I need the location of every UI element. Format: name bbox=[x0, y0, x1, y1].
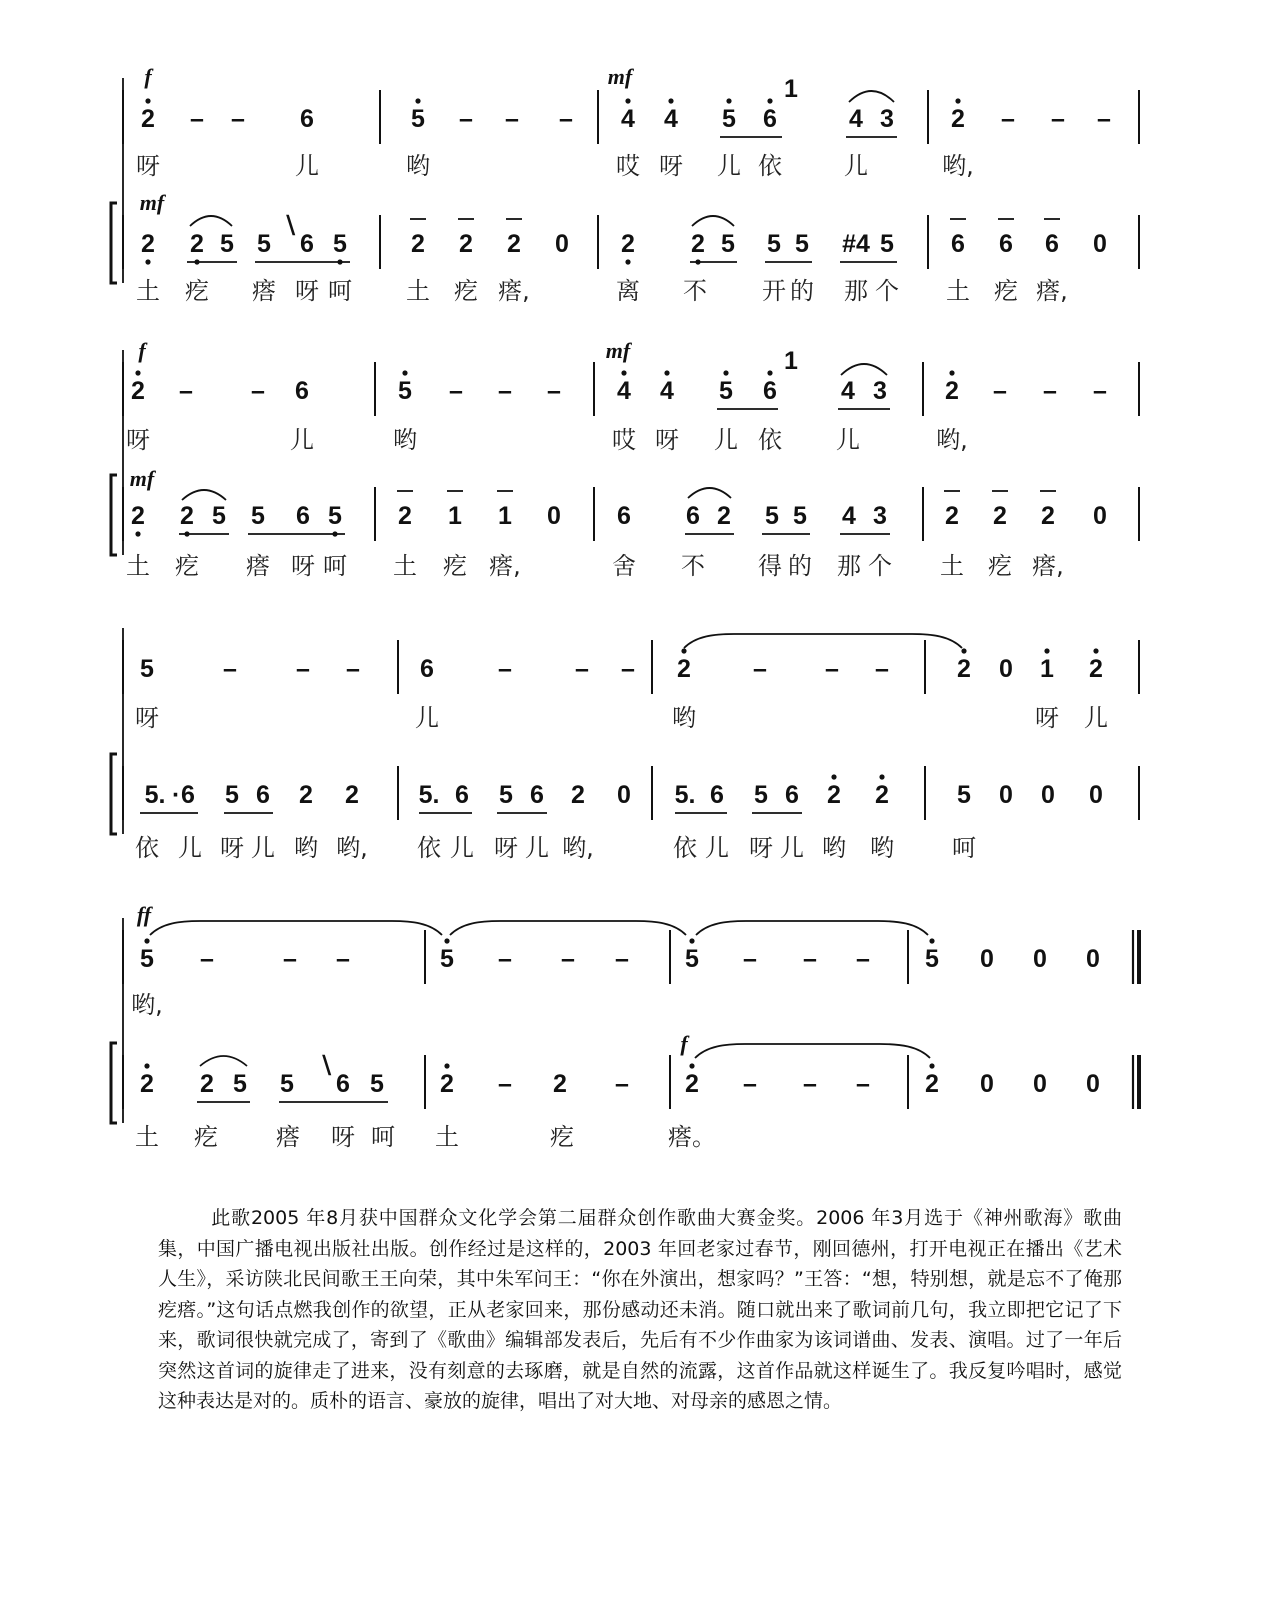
lyric-syllable: 呵 bbox=[371, 1123, 395, 1151]
lyric-syllable: 哟 bbox=[294, 834, 318, 862]
lyric-syllable: 疙 bbox=[443, 552, 467, 580]
lyric-syllable: 儿 bbox=[251, 834, 275, 862]
note: 2 bbox=[299, 781, 313, 809]
note: 5 bbox=[140, 945, 154, 973]
breath-mark: ∖ bbox=[318, 1052, 336, 1080]
note: 6 bbox=[256, 781, 270, 809]
lyric-syllable: 哟 bbox=[870, 834, 894, 862]
lyric-syllable: 离 bbox=[616, 277, 640, 305]
note: 5 bbox=[440, 945, 454, 973]
note: 5 bbox=[721, 230, 735, 258]
dash-mark: – bbox=[825, 655, 839, 683]
lyric-syllable: 那 bbox=[837, 552, 861, 580]
note: 2 bbox=[957, 655, 971, 683]
high-octave-dot bbox=[402, 370, 407, 375]
dynamic-marking: mf bbox=[129, 466, 155, 491]
note: 2 bbox=[131, 502, 145, 530]
note: 5 bbox=[220, 230, 234, 258]
lyric-syllable: 呀 bbox=[136, 152, 160, 180]
lyric-syllable: 瘩, bbox=[498, 277, 530, 305]
lyric-syllable: 得 bbox=[758, 552, 782, 580]
high-octave-dot bbox=[1093, 648, 1098, 653]
lyric-syllable: 哟 bbox=[822, 834, 846, 862]
note: 5 bbox=[328, 502, 342, 530]
note: 0 bbox=[1089, 781, 1103, 809]
lyric-syllable: 瘩 bbox=[246, 552, 270, 580]
tie bbox=[450, 921, 686, 935]
lyric-syllable: 疙 bbox=[454, 277, 478, 305]
note: 1 bbox=[448, 502, 462, 530]
lyric-syllable: 疙 bbox=[550, 1123, 574, 1151]
note: 0 bbox=[1093, 230, 1107, 258]
note: 4 bbox=[841, 377, 855, 405]
lyric-syllable: 呵 bbox=[328, 277, 352, 305]
note: 0 bbox=[547, 502, 561, 530]
dash-mark: – bbox=[615, 945, 629, 973]
dynamic-marking: f bbox=[138, 338, 146, 363]
note: 5 bbox=[719, 377, 733, 405]
dash-mark: – bbox=[1093, 377, 1107, 405]
lyric-syllable: 疙 bbox=[194, 1123, 218, 1151]
breath-mark: ∖ bbox=[282, 212, 300, 240]
lyric-syllable: 儿 bbox=[844, 152, 868, 180]
dash-mark: – bbox=[223, 655, 237, 683]
composer-note: 此歌2005 年8月获中国群众文化学会第二届群众创作歌曲大赛金奖。2006 年3月选于《神州歌海》歌曲集，中国广播电视出版社出版。创作经过是这样的，2003 年回老家过春节，刚回德州，打开电视正在播出《艺术人生》，采访陕北民间歌王王向荣，其中朱军问王：“你在外演出，想家吗？”王答：“想，特别想，就是忘不了俺那疙瘩。”这句话点燃我创作的欲望，正从老家回来，那份感动还未消。随口就出来了歌词前几句，我立即把它记了下来，歌词很快就完成了，寄到了《歌曲》编辑部发表后，先后有不少作曲家为该词谱曲、发表、演唱。过了一年后突然这首词的旋律走了进来，没有刻意的去琢磨，就是自然的流露，这首作品就这样诞生了。我反复吟唱时，感觉这种表达是对的。质朴的语言、豪放的旋律，唱出了对大地、对母亲的感恩之情。 bbox=[158, 1207, 1122, 1412]
note: 2 bbox=[875, 781, 889, 809]
lyric-syllable: 依 bbox=[758, 426, 782, 454]
note: 5 bbox=[212, 502, 226, 530]
note: 5. bbox=[674, 781, 696, 809]
lyric-syllable: 疙 bbox=[175, 552, 199, 580]
note: 5 bbox=[398, 377, 412, 405]
note: 2 bbox=[398, 502, 412, 530]
note: 1 bbox=[1040, 655, 1054, 683]
note: 5 bbox=[257, 230, 271, 258]
lyric-syllable: 呀 bbox=[749, 834, 773, 862]
tie bbox=[696, 921, 928, 935]
lyric-syllable: 不 bbox=[681, 552, 705, 580]
high-octave-dot bbox=[723, 370, 728, 375]
note: 4 bbox=[664, 105, 678, 133]
slur bbox=[688, 488, 731, 498]
lyric-syllable: 个 bbox=[875, 277, 899, 305]
note: 0 bbox=[1086, 1070, 1100, 1098]
note: 2 bbox=[190, 230, 204, 258]
dash-mark: – bbox=[1001, 105, 1015, 133]
note: #4 bbox=[842, 230, 870, 258]
lyric-syllable: 瘩, bbox=[1032, 552, 1064, 580]
note: 3 bbox=[873, 502, 887, 530]
high-octave-dot bbox=[929, 938, 934, 943]
note: 1 bbox=[784, 347, 798, 375]
note: 0 bbox=[980, 1070, 994, 1098]
note: 6 bbox=[296, 502, 310, 530]
high-octave-dot bbox=[145, 98, 150, 103]
lyric-syllable: 疙 bbox=[994, 277, 1018, 305]
note: 5 bbox=[795, 230, 809, 258]
score-layer bbox=[111, 64, 1139, 1151]
note: 2 bbox=[131, 377, 145, 405]
lyric-syllable: 儿 bbox=[717, 152, 741, 180]
tie bbox=[695, 1044, 930, 1058]
slur bbox=[849, 91, 894, 102]
slur bbox=[200, 1056, 247, 1066]
high-octave-dot bbox=[955, 98, 960, 103]
low-octave-dot bbox=[135, 531, 140, 536]
lyric-syllable: 呀 bbox=[220, 834, 244, 862]
note: 5. bbox=[144, 781, 166, 809]
note: 4 bbox=[617, 377, 631, 405]
high-octave-dot bbox=[767, 370, 772, 375]
note: 0 bbox=[999, 655, 1013, 683]
lyric-syllable: 不 bbox=[683, 277, 707, 305]
note: 5 bbox=[765, 502, 779, 530]
note: 2 bbox=[507, 230, 521, 258]
lyric-syllable: 瘩。 bbox=[668, 1123, 716, 1151]
lyric-syllable: 哟, bbox=[336, 834, 368, 862]
lyric-syllable: 开 bbox=[762, 277, 786, 305]
high-octave-dot bbox=[668, 98, 673, 103]
note: 5 bbox=[280, 1070, 294, 1098]
note: 5 bbox=[880, 230, 894, 258]
high-octave-dot bbox=[681, 648, 686, 653]
note: 2 bbox=[345, 781, 359, 809]
dash-mark: – bbox=[1097, 105, 1111, 133]
lyric-syllable: 疙 bbox=[185, 277, 209, 305]
slur bbox=[841, 364, 887, 375]
tie bbox=[684, 634, 962, 648]
lyric-syllable: 呀 bbox=[655, 426, 679, 454]
lyric-syllable: 土 bbox=[940, 552, 964, 580]
dash-mark: – bbox=[575, 655, 589, 683]
lyric-syllable: 那 bbox=[844, 277, 868, 305]
dash-mark: – bbox=[498, 945, 512, 973]
lyric-syllable: 土 bbox=[435, 1123, 459, 1151]
lyric-syllable: 儿 bbox=[1084, 704, 1108, 732]
note: 5 bbox=[499, 781, 513, 809]
note: 2 bbox=[440, 1070, 454, 1098]
dash-mark: – bbox=[251, 377, 265, 405]
lyric-syllable: 呵 bbox=[323, 552, 347, 580]
lyric-syllable: 呀 bbox=[126, 426, 150, 454]
note: 5 bbox=[793, 502, 807, 530]
lyric-syllable: 哟, bbox=[131, 991, 163, 1019]
lyric-syllable: 依 bbox=[758, 152, 782, 180]
note: 2 bbox=[459, 230, 473, 258]
dash-mark: – bbox=[856, 945, 870, 973]
low-octave-dot bbox=[625, 259, 630, 264]
lyric-syllable: 土 bbox=[136, 277, 160, 305]
high-octave-dot bbox=[444, 938, 449, 943]
lyric-syllable: 儿 bbox=[714, 426, 738, 454]
high-octave-dot bbox=[689, 1063, 694, 1068]
dash-mark: – bbox=[743, 945, 757, 973]
dash-mark: – bbox=[856, 1070, 870, 1098]
staff-bracket bbox=[111, 203, 117, 283]
note: 6 bbox=[295, 377, 309, 405]
note: 2 bbox=[141, 105, 155, 133]
lyric-syllable: 的 bbox=[788, 552, 812, 580]
note: 5. bbox=[418, 781, 440, 809]
dynamic-marking: mf bbox=[607, 64, 633, 89]
lyric-syllable: 儿 bbox=[290, 426, 314, 454]
staff-bracket bbox=[111, 754, 117, 834]
lyric-syllable: 依 bbox=[673, 834, 697, 862]
dash-mark: – bbox=[346, 655, 360, 683]
lyric-syllable: 呀 bbox=[331, 1123, 355, 1151]
dash-mark: – bbox=[753, 655, 767, 683]
note: 3 bbox=[880, 105, 894, 133]
lyric-syllable: 哟 bbox=[393, 426, 417, 454]
note: 4 bbox=[660, 377, 674, 405]
note: 6 bbox=[763, 105, 777, 133]
high-octave-dot bbox=[1044, 648, 1049, 653]
dash-mark: – bbox=[559, 105, 573, 133]
dynamic-marking: f bbox=[680, 1031, 688, 1056]
lyric-syllable: 哟 bbox=[672, 704, 696, 732]
note: 0 bbox=[1033, 1070, 1047, 1098]
dash-mark: – bbox=[283, 945, 297, 973]
note: 2 bbox=[827, 781, 841, 809]
lyric-syllable: 土 bbox=[393, 552, 417, 580]
high-octave-dot bbox=[664, 370, 669, 375]
high-octave-dot bbox=[144, 1063, 149, 1068]
note: 2 bbox=[180, 502, 194, 530]
note: 3 bbox=[873, 377, 887, 405]
dash-mark: – bbox=[498, 377, 512, 405]
staff-bracket bbox=[111, 1043, 117, 1123]
note: 0 bbox=[1033, 945, 1047, 973]
dash-mark: – bbox=[561, 945, 575, 973]
note: 2 bbox=[945, 377, 959, 405]
high-octave-dot bbox=[949, 370, 954, 375]
dash-mark: – bbox=[449, 377, 463, 405]
note: 2 bbox=[925, 1070, 939, 1098]
note: 5 bbox=[233, 1070, 247, 1098]
low-octave-dot bbox=[145, 259, 150, 264]
high-octave-dot bbox=[689, 938, 694, 943]
dot-mark: · bbox=[172, 781, 181, 809]
note: 1 bbox=[498, 502, 512, 530]
high-octave-dot bbox=[144, 938, 149, 943]
high-octave-dot bbox=[415, 98, 420, 103]
lyric-syllable: 儿 bbox=[178, 834, 202, 862]
dash-mark: – bbox=[803, 1070, 817, 1098]
note: 2 bbox=[685, 1070, 699, 1098]
note: 2 bbox=[717, 502, 731, 530]
lyric-syllable: 儿 bbox=[780, 834, 804, 862]
note: 6 bbox=[686, 502, 700, 530]
lyric-syllable: 依 bbox=[135, 834, 159, 862]
lyric-syllable: 个 bbox=[868, 552, 892, 580]
dash-mark: – bbox=[498, 655, 512, 683]
lyric-syllable: 儿 bbox=[525, 834, 549, 862]
lyric-syllable: 呀 bbox=[494, 834, 518, 862]
note: 6 bbox=[1045, 230, 1059, 258]
dash-mark: – bbox=[1051, 105, 1065, 133]
note: 2 bbox=[691, 230, 705, 258]
dash-mark: – bbox=[621, 655, 635, 683]
lyric-syllable: 瘩, bbox=[489, 552, 521, 580]
dynamic-marking: ff bbox=[136, 902, 152, 927]
staff-bracket bbox=[111, 475, 117, 555]
tie bbox=[150, 921, 442, 935]
high-octave-dot bbox=[621, 370, 626, 375]
dash-mark: – bbox=[1043, 377, 1057, 405]
note: 6 bbox=[710, 781, 724, 809]
high-octave-dot bbox=[625, 98, 630, 103]
lyric-syllable: 瘩 bbox=[276, 1123, 300, 1151]
note: 4 bbox=[842, 502, 856, 530]
slur bbox=[182, 490, 226, 500]
dash-mark: – bbox=[179, 377, 193, 405]
lyric-syllable: 儿 bbox=[295, 152, 319, 180]
dash-mark: – bbox=[875, 655, 889, 683]
note: 6 bbox=[300, 105, 314, 133]
note: 2 bbox=[951, 105, 965, 133]
note: 2 bbox=[677, 655, 691, 683]
note: 0 bbox=[1041, 781, 1055, 809]
dash-mark: – bbox=[993, 377, 1007, 405]
lyric-syllable: 哟, bbox=[936, 426, 968, 454]
note: 6 bbox=[999, 230, 1013, 258]
note: 2 bbox=[571, 781, 585, 809]
note: 5 bbox=[685, 945, 699, 973]
dash-mark: – bbox=[200, 945, 214, 973]
note: 0 bbox=[999, 781, 1013, 809]
high-octave-dot bbox=[831, 774, 836, 779]
note: 6 bbox=[617, 502, 631, 530]
note: 0 bbox=[980, 945, 994, 973]
note: 5 bbox=[411, 105, 425, 133]
note: 6 bbox=[336, 1070, 350, 1098]
high-octave-dot bbox=[767, 98, 772, 103]
dash-mark: – bbox=[336, 945, 350, 973]
note: 6 bbox=[785, 781, 799, 809]
note: 2 bbox=[140, 1070, 154, 1098]
note: 5 bbox=[754, 781, 768, 809]
high-octave-dot bbox=[726, 98, 731, 103]
note: 5 bbox=[957, 781, 971, 809]
lyric-syllable: 哟 bbox=[406, 152, 430, 180]
note: 5 bbox=[251, 502, 265, 530]
note: 1 bbox=[784, 75, 798, 103]
note: 5 bbox=[370, 1070, 384, 1098]
lyric-syllable: 哟, bbox=[562, 834, 594, 862]
lyric-syllable: 儿 bbox=[705, 834, 729, 862]
lyric-syllable: 土 bbox=[126, 552, 150, 580]
high-octave-dot bbox=[961, 648, 966, 653]
dash-mark: – bbox=[505, 105, 519, 133]
note: 5 bbox=[225, 781, 239, 809]
dynamic-marking: mf bbox=[605, 338, 631, 363]
note: 0 bbox=[1093, 502, 1107, 530]
high-octave-dot bbox=[879, 774, 884, 779]
note: 0 bbox=[617, 781, 631, 809]
lyric-syllable: 土 bbox=[946, 277, 970, 305]
slur bbox=[190, 216, 232, 226]
dynamic-marking: mf bbox=[139, 190, 165, 215]
note: 5 bbox=[333, 230, 347, 258]
note: 2 bbox=[411, 230, 425, 258]
lyric-syllable: 儿 bbox=[836, 426, 860, 454]
note: 6 bbox=[181, 781, 195, 809]
lyric-syllable: 呀 bbox=[135, 704, 159, 732]
note: 2 bbox=[621, 230, 635, 258]
lyric-syllable: 呀 bbox=[291, 552, 315, 580]
note: 2 bbox=[1041, 502, 1055, 530]
note: 6 bbox=[420, 655, 434, 683]
lyric-syllable: 瘩 bbox=[252, 277, 276, 305]
note: 6 bbox=[951, 230, 965, 258]
dash-mark: – bbox=[459, 105, 473, 133]
note: 5 bbox=[767, 230, 781, 258]
note: 4 bbox=[621, 105, 635, 133]
lyric-syllable: 儿 bbox=[415, 704, 439, 732]
dash-mark: – bbox=[743, 1070, 757, 1098]
slur bbox=[692, 216, 734, 226]
note: 2 bbox=[945, 502, 959, 530]
lyric-syllable: 呵 bbox=[952, 834, 976, 862]
note: 4 bbox=[849, 105, 863, 133]
lyric-syllable: 舍 bbox=[612, 552, 636, 580]
lyric-syllable: 土 bbox=[406, 277, 430, 305]
note: 0 bbox=[1086, 945, 1100, 973]
high-octave-dot bbox=[135, 370, 140, 375]
dash-mark: – bbox=[547, 377, 561, 405]
lyric-syllable: 土 bbox=[135, 1123, 159, 1151]
lyric-syllable: 哟, bbox=[942, 152, 974, 180]
note: 2 bbox=[553, 1070, 567, 1098]
note: 6 bbox=[530, 781, 544, 809]
note: 6 bbox=[455, 781, 469, 809]
lyric-syllable: 儿 bbox=[450, 834, 474, 862]
note: 2 bbox=[200, 1070, 214, 1098]
dash-mark: – bbox=[498, 1070, 512, 1098]
note: 6 bbox=[300, 230, 314, 258]
note: 5 bbox=[722, 105, 736, 133]
note: 2 bbox=[141, 230, 155, 258]
lyric-syllable: 呀 bbox=[1035, 704, 1059, 732]
lyric-syllable: 呀 bbox=[295, 277, 319, 305]
note: 6 bbox=[763, 377, 777, 405]
dash-mark: – bbox=[296, 655, 310, 683]
lyric-syllable: 哎 bbox=[616, 152, 640, 180]
note: 5 bbox=[925, 945, 939, 973]
lyric-syllable: 依 bbox=[417, 834, 441, 862]
dash-mark: – bbox=[190, 105, 204, 133]
note: 2 bbox=[1089, 655, 1103, 683]
high-octave-dot bbox=[444, 1063, 449, 1068]
dash-mark: – bbox=[615, 1070, 629, 1098]
dynamic-marking: f bbox=[144, 64, 152, 89]
lyric-syllable: 瘩, bbox=[1036, 277, 1068, 305]
lyric-syllable: 呀 bbox=[659, 152, 683, 180]
dash-mark: – bbox=[803, 945, 817, 973]
note: 5 bbox=[140, 655, 154, 683]
lyric-syllable: 的 bbox=[790, 277, 814, 305]
note: 2 bbox=[993, 502, 1007, 530]
lyric-syllable: 哎 bbox=[612, 426, 636, 454]
note: 0 bbox=[555, 230, 569, 258]
lyric-syllable: 疙 bbox=[988, 552, 1012, 580]
dash-mark: – bbox=[231, 105, 245, 133]
high-octave-dot bbox=[929, 1063, 934, 1068]
